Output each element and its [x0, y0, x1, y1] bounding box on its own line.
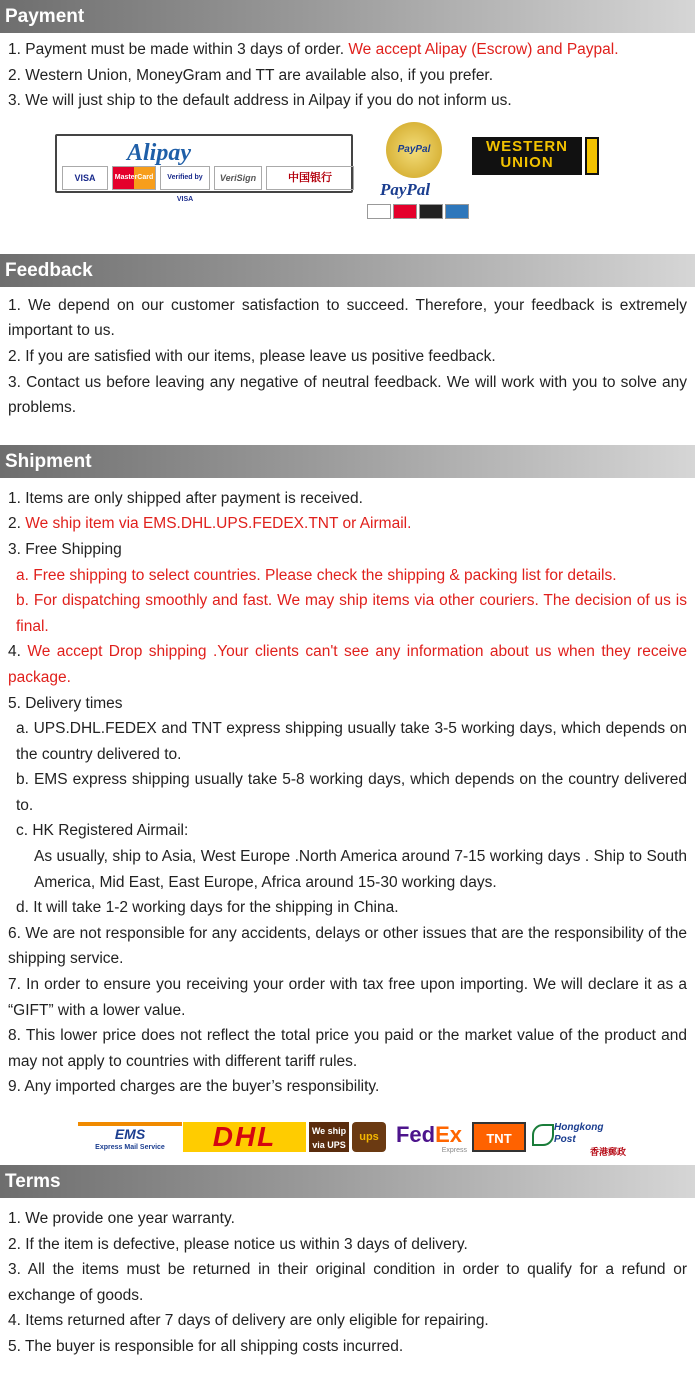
hongkong-post-icon	[532, 1124, 554, 1146]
payment-item-3: 3. We will just ship to the default address in Ailpay if you do not inform us.	[8, 92, 512, 110]
terms-section	[0, 1198, 695, 1360]
feedback-section	[0, 287, 695, 421]
shipment-item-6: 6. We are not responsible for any accidents, delays or other issues that are the responsibility of the shipping service.	[8, 924, 687, 968]
payment-item-1: 1. Payment must be made within 3 days of order. We accept Alipay (Escrow) and Paypal.	[8, 41, 619, 58]
payment-header: Payment	[0, 0, 695, 33]
visa-card-icon	[367, 204, 391, 219]
feedback-item-3: 3. Contact us before leaving any negative of neutral feedback. We will work with you to solve any problems.	[8, 373, 687, 417]
we-ship-via-ups-badge: We ship via UPS	[309, 1122, 349, 1152]
terms-item-4: 4. Items returned after 7 days of delivery are only eligible for repairing.	[8, 1312, 489, 1330]
payment-item-2: 2. Western Union, MoneyGram and TT are available also, if you prefer.	[8, 66, 494, 84]
discover-card-icon	[419, 204, 443, 219]
verified-by-visa-logo: Verified by VISA	[160, 166, 210, 190]
shipment-item-2: 2. We ship item via EMS.DHL.UPS.FEDEX.TNT or Airmail.	[8, 515, 412, 533]
shipment-item-9: 9. Any imported charges are the buyer’s responsibility.	[8, 1078, 380, 1096]
shipment-item-1: 1. Items are only shipped after payment is received.	[8, 489, 363, 507]
payment-accept-note: We accept Alipay (Escrow) and Paypal.	[348, 41, 619, 58]
shipment-item-7: 7. In order to ensure you receiving your order with tax free upon importing. We will declare it as a “GIFT” with a lower value.	[8, 976, 687, 1019]
shipment-item-5d: d. It will take 1-2 working days for the shipping in China.	[16, 899, 399, 917]
bank-of-china-logo: 中国银行	[266, 166, 354, 190]
terms-item-3: 3. All the items must be returned in their original condition in order to qualify for a refund or exchange of goods.	[8, 1261, 687, 1304]
shipment-item-4: 4. We accept Drop shipping .Your clients can't see any information about us when they receive package.	[8, 643, 687, 686]
alipay-logo: Alipay VISA MasterCard Verified by VISA VeriSign 中国银行	[55, 134, 353, 193]
shipment-item-5a: a. UPS.DHL.FEDEX and TNT express shipping usually take 3-5 working days, which depends on the country delivered to.	[16, 720, 687, 763]
terms-header: Terms	[0, 1165, 695, 1198]
ems-logo: EMS Express Mail Service	[78, 1122, 182, 1158]
shipment-header: Shipment	[0, 445, 695, 478]
visa-logo: VISA	[62, 166, 108, 190]
shipment-item-3a: a. Free shipping to select countries. Please check the shipping & packing list for details.	[16, 566, 617, 584]
feedback-header: Feedback	[0, 254, 695, 287]
terms-item-5: 5. The buyer is responsible for all shipping costs incurred.	[8, 1337, 404, 1355]
verisign-logo: VeriSign	[214, 166, 262, 190]
shipment-item-3: 3. Free Shipping	[8, 540, 122, 558]
carrier-logos	[0, 1110, 695, 1165]
shipment-section	[0, 478, 695, 1100]
payment-section	[0, 33, 695, 114]
western-union-mark	[585, 137, 599, 175]
shipment-item-5c-detail: As usually, ship to Asia, West Europe .North America around 7-15 working days . Ship to South America, Mid East, East Europe, Africa around 15-30 working days.	[34, 848, 687, 891]
feedback-item-1: 1. We depend on our customer satisfaction to succeed. Therefore, your feedback is extremely important to us.	[8, 296, 687, 340]
ups-logo: ups	[352, 1122, 386, 1152]
dhl-logo: DHL	[183, 1122, 306, 1152]
shipment-item-5c: c. HK Registered Airmail:	[16, 822, 189, 840]
hongkong-post-logo: Hongkong Post 香港郵政	[530, 1122, 626, 1152]
feedback-item-2: 2. If you are satisfied with our items, please leave us positive feedback.	[8, 347, 496, 365]
tnt-logo: TNT	[472, 1122, 526, 1152]
paypal-verified-seal: PayPal	[386, 122, 442, 178]
western-union-logo: WESTERN UNION	[472, 137, 582, 175]
amex-card-icon	[445, 204, 469, 219]
mastercard-card-icon	[393, 204, 417, 219]
shipment-item-5b: b. EMS express shipping usually take 5-8 working days, which depends on the country delivered to.	[16, 771, 687, 814]
shipment-item-8: 8. This lower price does not reflect the total price you paid or the market value of the product and may not apply to countries with different tariff rules.	[8, 1027, 687, 1070]
shipment-item-5: 5. Delivery times	[8, 694, 123, 712]
paypal-card-icons	[367, 204, 469, 219]
mastercard-logo: MasterCard	[112, 166, 156, 190]
terms-item-1: 1. We provide one year warranty.	[8, 1210, 235, 1227]
paypal-logo: PayPal	[380, 179, 431, 199]
payment-logos	[0, 114, 695, 254]
terms-item-2: 2. If the item is defective, please notice us within 3 days of delivery.	[8, 1235, 468, 1253]
shipment-item-3b: b. For dispatching smoothly and fast. We may ship items via other couriers. The decision of us is final.	[16, 592, 687, 635]
fedex-logo: FedEx Express	[395, 1122, 467, 1154]
